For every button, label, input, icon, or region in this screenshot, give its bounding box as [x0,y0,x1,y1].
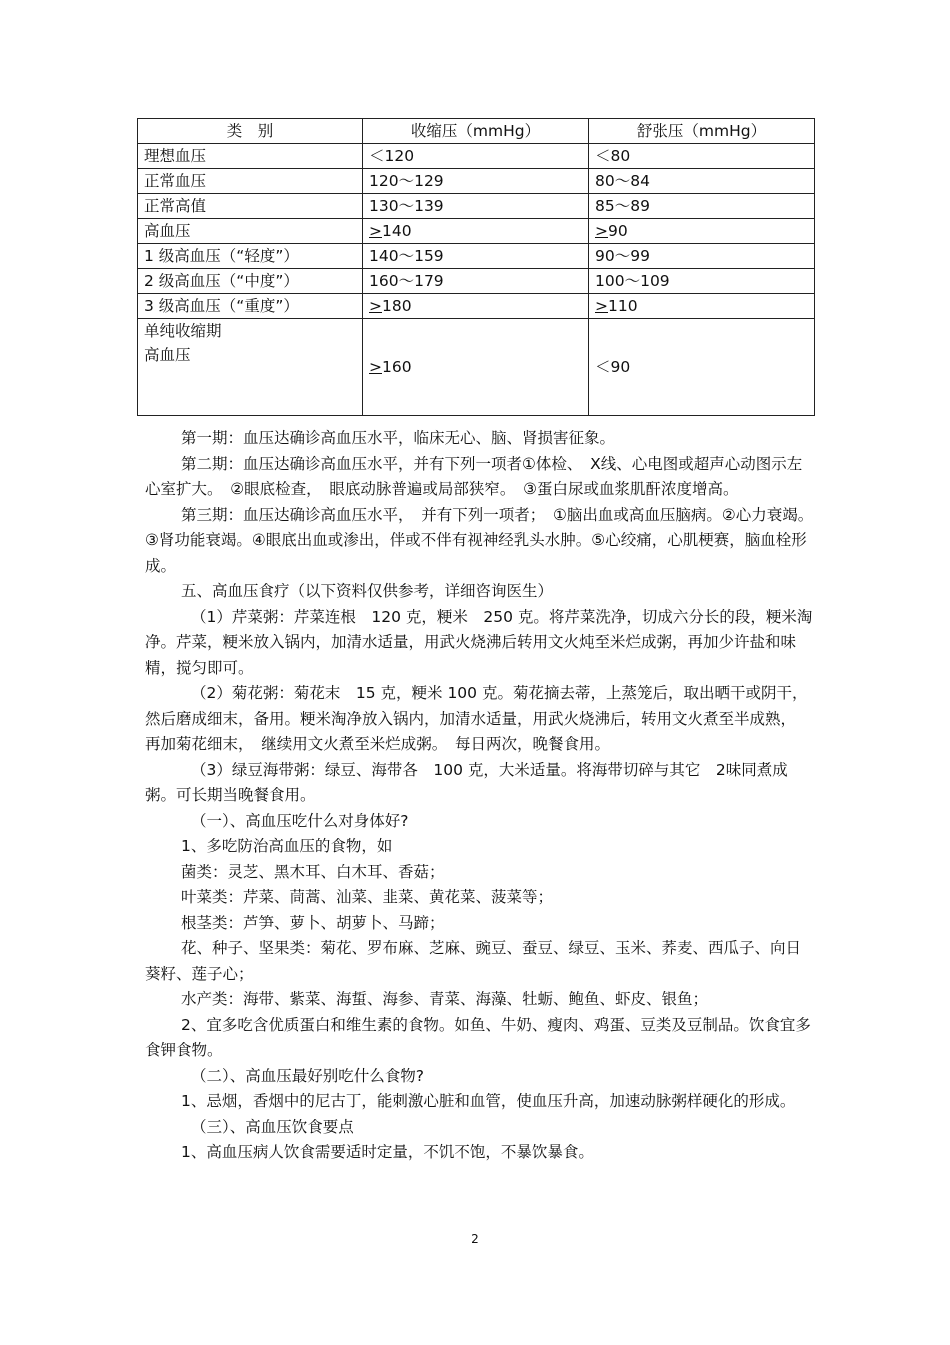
paragraph: （三）、高血压饮食要点 [191,1117,354,1136]
paragraph: （1）芹菜粥：芹菜连根 120 克，粳米 250 克。将芹菜洗净，切成六分长的段，粳米淘净。芹菜，粳米放入锅内，加清水适量，用武火烧沸后转用文火炖至米烂成粥，再加少许盐和味精，搅匀即可。 [145,607,813,677]
header-systolic: 收缩压（mmHg） [363,119,589,144]
paragraph: 五、高血压食疗（以下资料仅供参考，详细咨询医生） [181,582,554,600]
header-category: 类 别 [138,119,363,144]
diastolic-cell: 100～109 [589,269,815,294]
paragraph: （二）、高血压最好别吃什么食物? [191,1066,424,1085]
table-row [138,144,815,169]
ge-symbol: > [595,222,608,240]
diastolic-cell: 90～99 [589,244,815,269]
paragraph: （一）、高血压吃什么对身体好? [191,811,409,830]
paragraph: 菌类：灵芝、黑木耳、白木耳、香菇； [181,862,445,881]
paragraph: （2）菊花粥：菊花末 15 克，粳米 100 克。菊花摘去蒂，上蒸笼后，取出晒干或阴干，然后磨成细末，备用。粳米淘净放入锅内，加清水适量，用武火烧沸后，转用文火煮至半成熟， 再加菊花细末， 继续用文火煮至米烂成粥。 每日两次，晚餐食用。 [145,684,808,753]
paragraph: 叶菜类：芹菜、茼蒿、汕菜、韭菜、黄花菜、菠菜等； [181,888,554,906]
table-row [138,219,815,244]
paragraph: 第三期：血压达确诊高血压水平， 并有下列一项者； ①脑出血或高血压脑病。②心力衰竭。③肾功能衰竭。④眼底出血或渗出，伴或不伴有视神经乳头水肿。⑤心绞痛，心肌梗赛，脑血栓形成。 [145,505,814,575]
paragraph: 第二期：血压达确诊高血压水平，并有下列一项者①体检、 X线、心电图或超声心动图示左心室扩大。 ②眼底检查， 眼底动脉普遍或局部狭窄。 ③蛋白尿或血浆肌酐浓度增高。 [145,454,803,498]
table-row [138,294,815,319]
systolic-value: 140 [382,222,412,240]
systolic-cell: ＜120 [363,144,589,169]
ge-symbol: > [595,297,608,315]
paragraph: 花、种子、坚果类：菊花、罗布麻、芝麻、豌豆、蚕豆、绿豆、玉米、荞麦、西瓜子、向日葵籽、莲子心； [145,939,802,983]
paragraph: 2、宜多吃含优质蛋白和维生素的食物。如鱼、牛奶、瘦肉、鸡蛋、豆类及豆制品。饮食宜多食钾食物。 [145,1015,811,1059]
table-row [138,319,815,416]
page-number: 2 [471,1232,479,1246]
category-cell: 高血压 [138,219,363,244]
table-header-row [138,119,815,144]
category-line: 高血压 [144,346,191,364]
category-cell [138,319,363,416]
diastolic-cell: ＜80 [589,144,815,169]
body-text [145,426,815,1166]
category-cell: 理想血压 [138,144,363,169]
ge-symbol: > [369,297,382,315]
diastolic-value: 110 [608,297,638,315]
systolic-cell: 140～159 [363,244,589,269]
table-row [138,244,815,269]
diastolic-cell: 80～84 [589,169,815,194]
paragraph: 1、高血压病人饮食需要适时定量，不饥不饱，不暴饮暴食。 [181,1143,594,1161]
category-cell: 1 级高血压（“轻度”） [138,244,363,269]
paragraph: （3）绿豆海带粥：绿豆、海带各 100 克，大米适量。将海带切碎与其它 2味同煮成粥。可长期当晚餐食用。 [145,760,788,804]
paragraph: 第一期：血压达确诊高血压水平，临床无心、脑、肾损害征象。 [181,429,616,447]
category-cell: 正常血压 [138,169,363,194]
systolic-cell: 130～139 [363,194,589,219]
systolic-value: 160 [382,358,412,376]
table-row [138,194,815,219]
diastolic-cell: 85～89 [589,194,815,219]
systolic-cell [363,294,589,319]
systolic-value: 180 [382,297,412,315]
table-row [138,269,815,294]
category-cell: 2 级高血压（“中度”） [138,269,363,294]
category-cell: 3 级高血压（“重度”） [138,294,363,319]
systolic-cell: 160～179 [363,269,589,294]
category-line: 单纯收缩期 [144,322,222,340]
systolic-cell: 120～129 [363,169,589,194]
header-diastolic: 舒张压（mmHg） [589,119,815,144]
table-row [138,169,815,194]
category-cell: 正常高值 [138,194,363,219]
diastolic-cell [589,294,815,319]
diastolic-cell: ＜90 [589,319,815,416]
ge-symbol: > [369,222,382,240]
paragraph: 1、多吃防治高血压的食物，如 [181,837,393,855]
paragraph: 水产类：海带、紫菜、海蜇、海参、青菜、海藻、牡蛎、鲍鱼、虾皮、银鱼； [181,990,709,1008]
systolic-cell [363,319,589,416]
systolic-cell [363,219,589,244]
diastolic-value: 90 [608,222,628,240]
paragraph: 根茎类：芦笋、萝卜、胡萝卜、马蹄； [181,913,445,932]
blood-pressure-table [137,118,815,416]
paragraph: 1、忌烟，香烟中的尼古丁，能刺激心脏和血管，使血压升高，加速动脉粥样硬化的形成。 [181,1092,796,1110]
diastolic-cell [589,219,815,244]
ge-symbol: > [369,358,382,376]
